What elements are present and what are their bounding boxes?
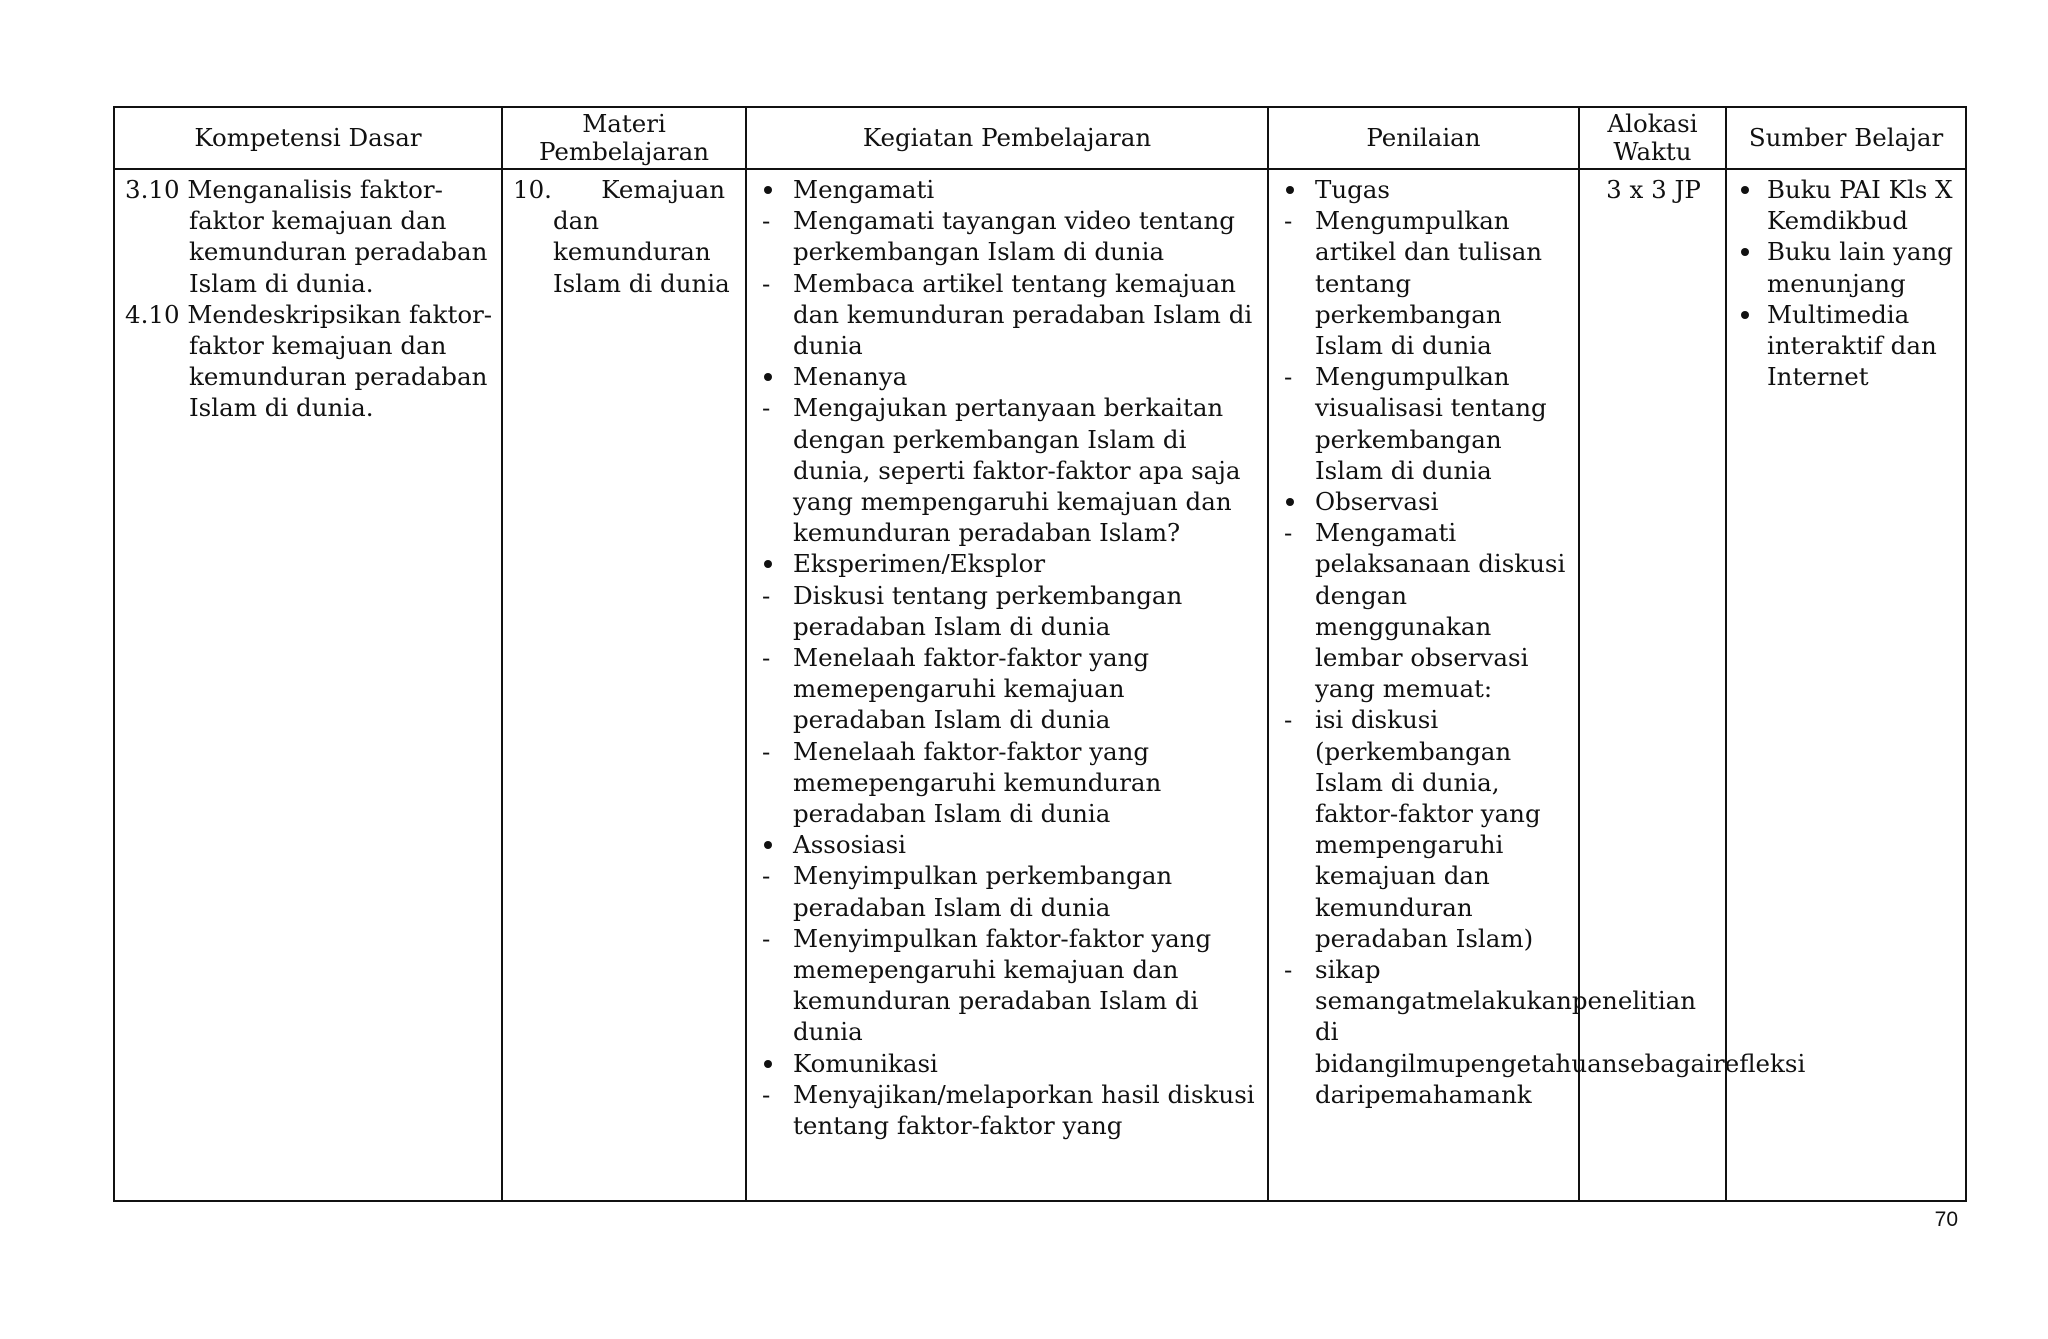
sumber-item: Multimedia interaktif dan Internet	[1737, 299, 1957, 393]
penilaian-item: Observasi	[1279, 486, 1570, 517]
header-kompetensi-dasar: Kompetensi Dasar	[114, 107, 502, 169]
kd-item-4-10: 4.10 Mendeskripsikan faktor-faktor kemajuan dan kemunduran peradaban Islam di dunia.	[125, 299, 493, 423]
penilaian-item: - isi diskusi (perkembangan Islam di dunia, faktor-faktor yang mempengaruhi kemajuan dan kemunduran peradaban Islam)	[1279, 704, 1570, 954]
kegiatan-item: - Menyimpulkan faktor-faktor yang memepengaruhi kemajuan dan kemunduran peradaban Islam di dunia	[757, 923, 1259, 1048]
penilaian-item: - Mengumpulkan artikel dan tulisan tentang perkembangan Islam di dunia	[1279, 205, 1570, 361]
penilaian-item: - Mengumpulkan visualisasi tentang perkembangan Islam di dunia	[1279, 361, 1570, 486]
header-materi-pembelajaran: Materi Pembelajaran	[502, 107, 746, 169]
penilaian-item: - Mengamati pelaksanaan diskusi dengan menggunakan lembar observasi yang memuat:	[1279, 517, 1570, 704]
header-row	[114, 107, 1966, 169]
kegiatan-item: - Diskusi tentang perkembangan peradaban Islam di dunia	[757, 580, 1259, 642]
header-sumber-belajar: Sumber Belajar	[1726, 107, 1966, 169]
kegiatan-item: Mengamati	[757, 174, 1259, 205]
cell-alokasi-waktu	[1579, 169, 1726, 1201]
kegiatan-item: Eksperimen/Eksplor	[757, 548, 1259, 579]
syllabus-table	[113, 106, 1967, 1202]
penilaian-item: - sikap semangatmelakukanpenelitian di bidangilmupengetahuansebagairefleksi daripemahamank	[1279, 954, 1570, 1110]
sumber-item: Buku PAI Kls X Kemdikbud	[1737, 174, 1957, 236]
kegiatan-item: - Menyajikan/melaporkan hasil diskusi tentang faktor-faktor yang	[757, 1079, 1259, 1141]
cell-kegiatan	[746, 169, 1268, 1201]
page-number: 70	[1934, 1208, 1958, 1231]
kd-item-3-10: 3.10 Menganalisis faktor-faktor kemajuan dan kemunduran peradaban Islam di dunia.	[125, 175, 488, 298]
materi-number: 10.	[513, 175, 552, 204]
cell-sumber-belajar	[1726, 169, 1966, 1201]
header-kegiatan-pembelajaran: Kegiatan Pembelajaran	[746, 107, 1268, 169]
kegiatan-item: Menanya	[757, 361, 1259, 392]
kegiatan-item: - Menelaah faktor-faktor yang memepengaruhi kemunduran peradaban Islam di dunia	[757, 736, 1259, 830]
kegiatan-list	[757, 174, 1259, 1141]
kegiatan-item: - Menelaah faktor-faktor yang memepengaruhi kemajuan peradaban Islam di dunia	[757, 642, 1259, 736]
sumber-item: Buku lain yang menunjang	[1737, 236, 1957, 298]
header-alokasi-waktu: Alokasi Waktu	[1579, 107, 1726, 169]
alokasi-value: 3 x 3 JP	[1606, 175, 1701, 204]
syllabus-sheet	[113, 106, 1965, 1202]
materi-title-rest: dan kemunduran Islam di dunia	[553, 206, 730, 298]
kegiatan-item: - Mengamati tayangan video tentang perkembangan Islam di dunia	[757, 205, 1259, 267]
header-penilaian: Penilaian	[1268, 107, 1579, 169]
kegiatan-item: - Menyimpulkan perkembangan peradaban Islam di dunia	[757, 860, 1259, 922]
penilaian-item: Tugas	[1279, 174, 1570, 205]
cell-kompetensi-dasar	[114, 169, 502, 1201]
sumber-list	[1737, 174, 1957, 392]
table-row	[114, 169, 1966, 1201]
materi-title: Kemajuan	[601, 175, 725, 204]
kegiatan-item: Assosiasi	[757, 829, 1259, 860]
kegiatan-item: Komunikasi	[757, 1048, 1259, 1079]
kegiatan-item: - Membaca artikel tentang kemajuan dan kemunduran peradaban Islam di dunia	[757, 268, 1259, 362]
cell-materi	[502, 169, 746, 1201]
kegiatan-item: - Mengajukan pertanyaan berkaitan dengan perkembangan Islam di dunia, seperti faktor-faktor apa saja yang mempengaruhi kemajuan dan kemunduran peradaban Islam?	[757, 392, 1259, 548]
